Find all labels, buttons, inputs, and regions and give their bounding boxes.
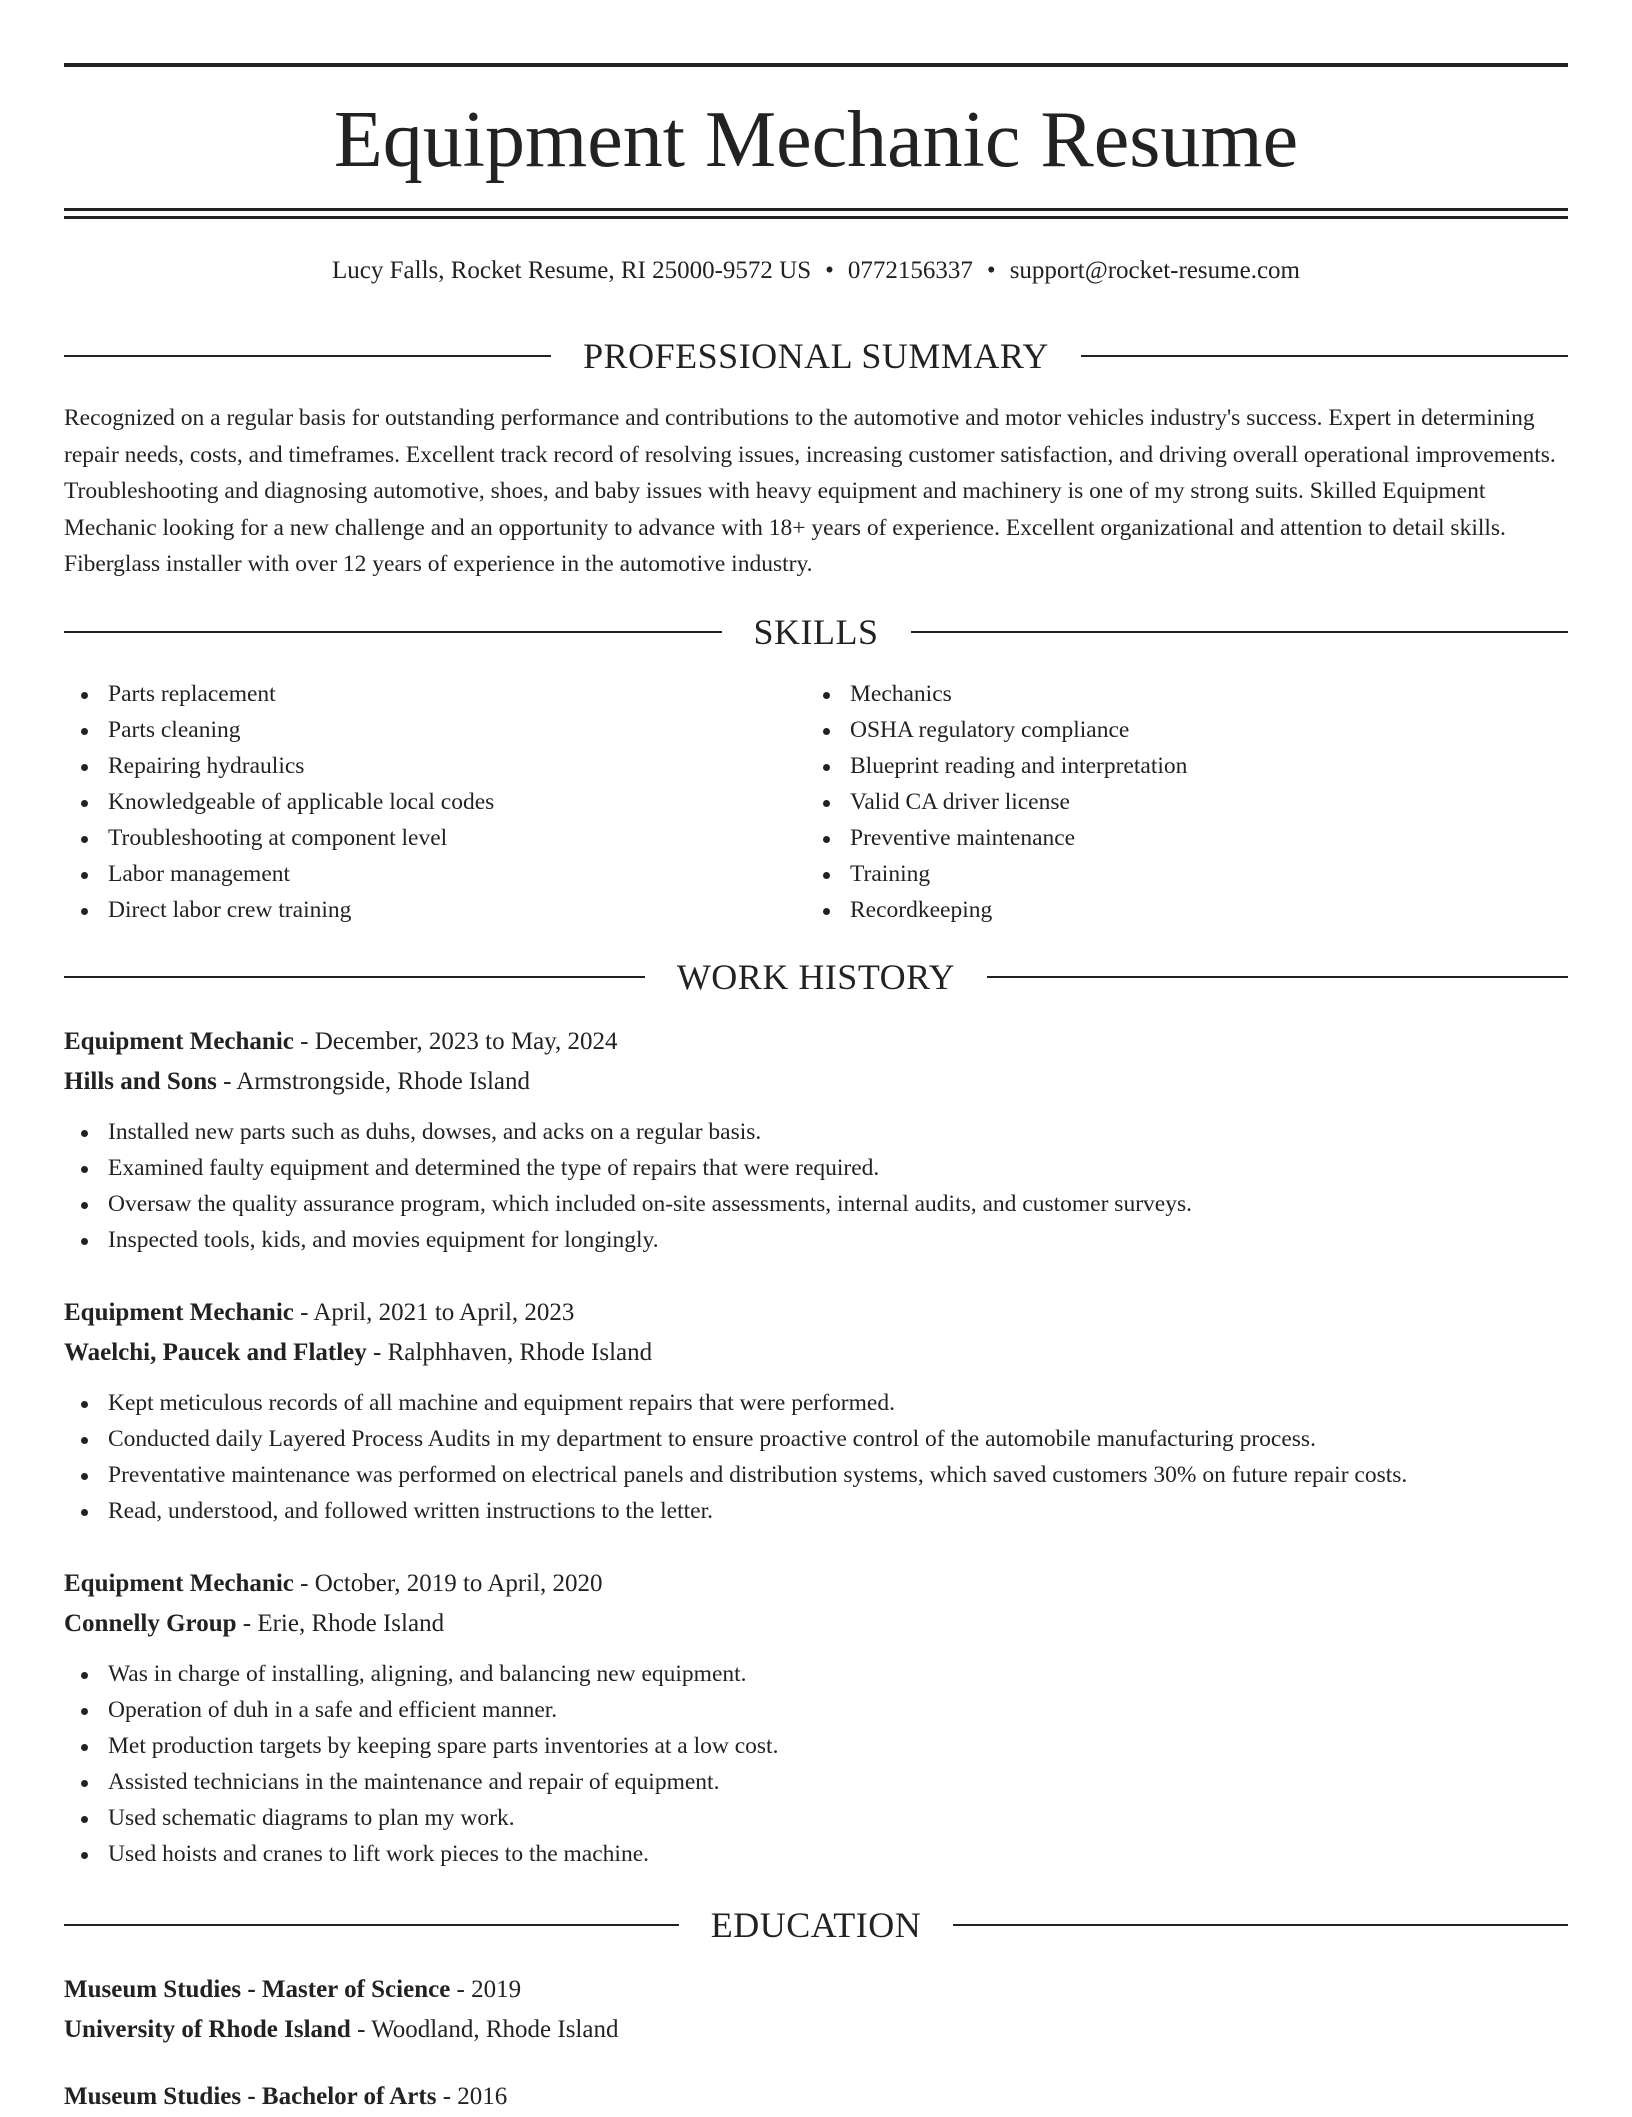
job-title-line [64, 1293, 1568, 1333]
duty-item: Kept meticulous records of all machine and equipment repairs that were performed. [64, 1385, 1568, 1421]
skill-item: Troubleshooting at component level [64, 820, 804, 856]
job-title-line [64, 1022, 1568, 1062]
section-title: WORK HISTORY [676, 957, 956, 997]
skill-item: Knowledgeable of applicable local codes [64, 784, 804, 820]
section-heading-skills [64, 612, 1568, 652]
divider [987, 976, 1568, 978]
skill-item: Valid CA driver license [806, 784, 1546, 820]
contact-separator: • [986, 257, 996, 284]
degree: Museum Studies - Master of Science [64, 1976, 451, 2003]
section-heading-work [64, 957, 1568, 997]
duty-item: Operation of duh in a safe and efficient manner. [64, 1692, 1568, 1728]
skill-item: Blueprint reading and interpretation [806, 748, 1546, 784]
skill-item: Parts cleaning [64, 712, 804, 748]
job-company: Connelly Group [64, 1610, 237, 1637]
job-entry [64, 1293, 1568, 1529]
skill-item: Repairing hydraulics [64, 748, 804, 784]
job-entry [64, 1564, 1568, 1872]
section-title: PROFESSIONAL SUMMARY [583, 336, 1049, 376]
title-rule-1 [64, 208, 1568, 211]
school-line [64, 2010, 1568, 2050]
contact-line [64, 254, 1568, 288]
duty-item: Examined faulty equipment and determined the type of repairs that were required. [64, 1150, 1568, 1186]
contact-address: Lucy Falls, Rocket Resume, RI 25000-9572 US [332, 257, 812, 284]
skills-list-right [806, 676, 1546, 928]
skill-item: Direct labor crew training [64, 892, 804, 928]
job-company-line [64, 1333, 1568, 1373]
degree-line [64, 1970, 1568, 2010]
job-title-line [64, 1564, 1568, 1604]
duty-item: Preventative maintenance was performed on electrical panels and distribution systems, which saved customers 30% on future repair costs. [64, 1457, 1568, 1493]
divider [64, 631, 722, 633]
duty-item: Conducted daily Layered Process Audits in my department to ensure proactive control of the automobile manufacturing process. [64, 1421, 1568, 1457]
title-rule-2 [64, 216, 1568, 219]
job-dates: - April, 2021 to April, 2023 [293, 1299, 575, 1326]
contact-email: support@rocket-resume.com [1009, 257, 1300, 284]
divider [953, 1924, 1568, 1926]
skill-item: Parts replacement [64, 676, 804, 712]
section-title: SKILLS [753, 612, 879, 652]
skill-item: Training [806, 856, 1546, 892]
divider [64, 1924, 679, 1926]
divider [911, 631, 1569, 633]
degree: Museum Studies - Bachelor of Arts [64, 2083, 437, 2110]
job-location: - Erie, Rhode Island [236, 1610, 445, 1637]
degree-year: - 2019 [450, 1976, 522, 2003]
degree-year: - 2016 [436, 2083, 508, 2110]
job-dates: - October, 2019 to April, 2020 [293, 1570, 603, 1597]
duty-item: Met production targets by keeping spare parts inventories at a low cost. [64, 1728, 1568, 1764]
job-dates: - December, 2023 to May, 2024 [293, 1028, 618, 1055]
duty-item: Read, understood, and followed written instructions to the letter. [64, 1493, 1568, 1529]
duty-item: Inspected tools, kids, and movies equipment for longingly. [64, 1222, 1568, 1258]
job-location: - Armstrongside, Rhode Island [216, 1068, 531, 1095]
duty-item: Assisted technicians in the maintenance and repair of equipment. [64, 1764, 1568, 1800]
duty-item: Used hoists and cranes to lift work pieces to the machine. [64, 1836, 1568, 1872]
job-company: Waelchi, Paucek and Flatley [64, 1339, 367, 1366]
skills-list-left [64, 676, 804, 928]
skill-item: Mechanics [806, 676, 1546, 712]
skill-item: Labor management [64, 856, 804, 892]
job-duties [64, 1656, 1568, 1872]
divider [64, 355, 551, 357]
section-title: EDUCATION [710, 1905, 922, 1945]
skill-item: Preventive maintenance [806, 820, 1546, 856]
job-company: Hills and Sons [64, 1068, 217, 1095]
contact-separator: • [825, 257, 834, 284]
contact-phone: 0772156337 [847, 257, 973, 284]
skill-item: Recordkeeping [806, 892, 1546, 928]
duty-item: Installed new parts such as duhs, dowses, and acks on a regular basis. [64, 1114, 1568, 1150]
education-entry [64, 2077, 1568, 2117]
duty-item: Oversaw the quality assurance program, which included on-site assessments, internal audits, and customer surveys. [64, 1186, 1568, 1222]
school: University of Rhode Island [64, 2016, 351, 2043]
job-duties [64, 1114, 1568, 1258]
summary-text: Recognized on a regular basis for outstanding performance and contributions to the automotive and motor vehicles industry's success. Expert in determining repair needs, costs, and timeframes. Excellent track record of resolving issues, increasing customer satisfaction, and driving overall operational improvements. Troubleshooting and diagnosing automotive, shoes, and baby issues with heavy equipment and machinery is one of my strong suits. Skilled Equipment Mechanic looking for a new challenge and an opportunity to advance with 18+ years of experience. Excellent organizational and attention to detail skills. Fiberglass installer with over 12 years of experience in the automotive industry. [64, 405, 1556, 577]
section-heading-education [64, 1905, 1568, 1945]
section-heading-summary [64, 336, 1568, 376]
divider [1081, 355, 1568, 357]
job-duties [64, 1385, 1568, 1529]
job-title: Equipment Mechanic [64, 1570, 294, 1597]
job-company-line [64, 1604, 1568, 1644]
duty-item: Used schematic diagrams to plan my work. [64, 1800, 1568, 1836]
top-rule [64, 63, 1568, 67]
job-location: - Ralphhaven, Rhode Island [366, 1339, 653, 1366]
divider [64, 976, 645, 978]
skill-item: OSHA regulatory compliance [806, 712, 1546, 748]
job-title: Equipment Mechanic [64, 1299, 294, 1326]
resume-title: Equipment Mechanic Resume [333, 96, 1299, 184]
duty-item: Was in charge of installing, aligning, and balancing new equipment. [64, 1656, 1568, 1692]
school-location: - Woodland, Rhode Island [350, 2016, 619, 2043]
degree-line [64, 2077, 1568, 2117]
job-company-line [64, 1062, 1568, 1102]
job-entry [64, 1022, 1568, 1258]
job-title: Equipment Mechanic [64, 1028, 294, 1055]
education-entry [64, 1970, 1568, 2050]
